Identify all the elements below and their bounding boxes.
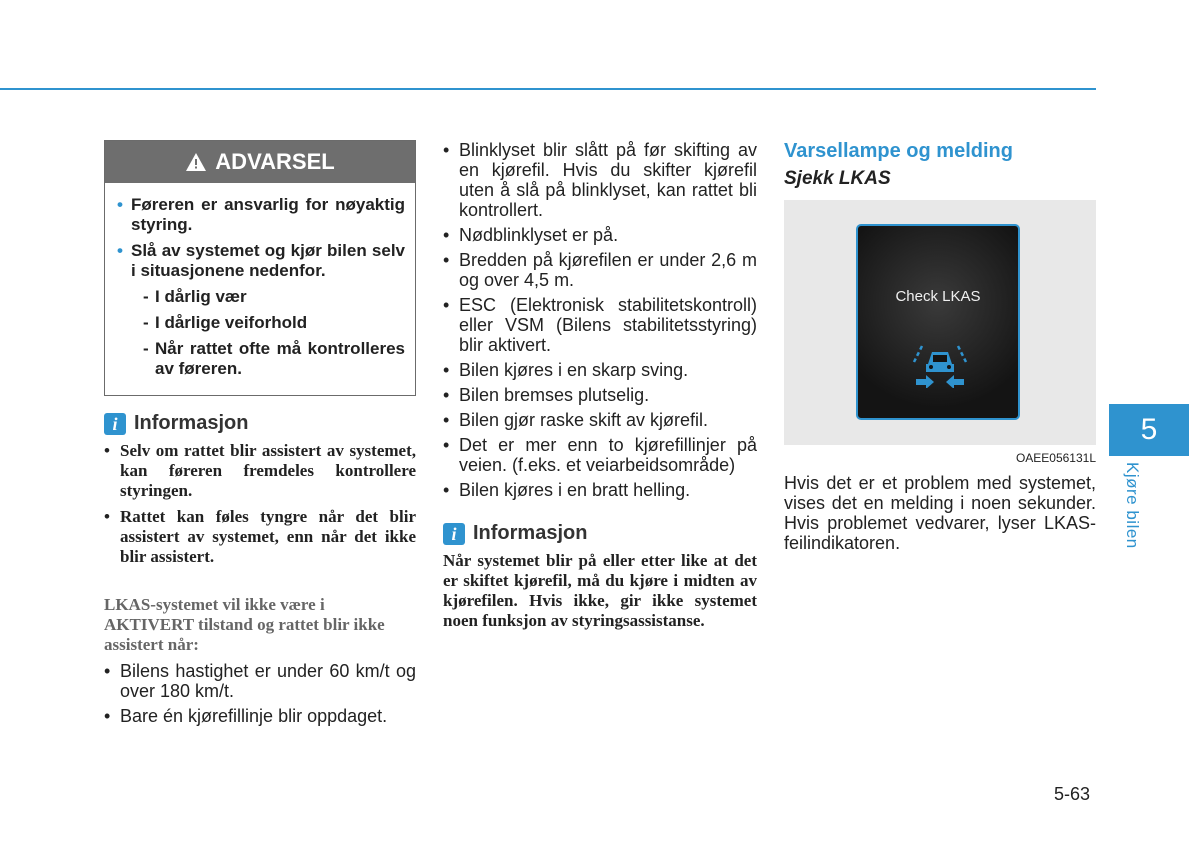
list-item: • Bilens hastighet er under 60 km/t og over 180 km/t. bbox=[104, 661, 416, 701]
list-item: • Bredden på kjørefilen er under 2,6 m og over 4,5 m. bbox=[443, 250, 757, 290]
chapter-tab: 5 bbox=[1109, 404, 1189, 456]
warning-dash-item: - I dårlig vær bbox=[143, 287, 247, 306]
column-left bbox=[104, 140, 416, 731]
warning-dash-item: - Når rattet ofte må kontrolleres av føreren. bbox=[143, 339, 405, 378]
list-item: • Bilen gjør raske skift av kjørefil. bbox=[443, 410, 757, 430]
info-title: Informasjon bbox=[473, 522, 588, 544]
list-item: • ESC (Elektronisk stabilitetskontroll) eller VSM (Bilens stabilitetsstyring) blir aktivert. bbox=[443, 295, 757, 355]
list-item: • Nødblinklyset er på. bbox=[443, 225, 757, 245]
info-icon: i bbox=[443, 523, 465, 545]
section-heading: Varsellampe og melding bbox=[784, 140, 1013, 162]
top-rule bbox=[0, 88, 1096, 90]
section-paragraph: Hvis det er et problem med systemet, vises det en melding i noen sekunder. Hvis problemet vedvarer, lyser LKAS-feilindikatoren. bbox=[784, 473, 1096, 553]
cluster-screen bbox=[856, 224, 1020, 420]
warning-dash-text: I dårlig vær bbox=[155, 287, 247, 306]
conditions-list bbox=[443, 140, 757, 500]
list-item: • Bilen kjøres i en bratt helling. bbox=[443, 480, 757, 500]
column-middle bbox=[443, 140, 757, 631]
page-number: 5-63 bbox=[1054, 784, 1091, 804]
lkas-inactive-heading: LKAS-systemet vil ikke være i AKTIVERT tilstand og rattet blir ikke assistert når: bbox=[104, 595, 385, 654]
section-subheading: Sjekk LKAS bbox=[784, 168, 891, 189]
list-item: • Bare én kjørefillinje blir oppdaget. bbox=[104, 706, 416, 726]
info-text: Når systemet blir på eller etter like at det er skiftet kjørefil, må du kjøre i midten av kjørefilen. Hvis ikke, gir ikke systemet noen funksjon av styringsassistanse. bbox=[443, 551, 757, 630]
lkas-warning-icon bbox=[912, 344, 968, 388]
info-icon: i bbox=[104, 413, 126, 435]
list-item: • Bilen kjøres i en skarp sving. bbox=[443, 360, 757, 380]
list-item: • Blinklyset blir slått på før skifting av en kjørefil. Hvis du skifter kjørefil uten å slå på blinklyset, kan rattet bli kontrollert. bbox=[443, 140, 757, 220]
screen-label: Check LKAS bbox=[895, 288, 981, 305]
warning-triangle-icon bbox=[185, 152, 207, 172]
warning-dash-text: Når rattet ofte må kontrolleres av føreren. bbox=[155, 339, 405, 378]
warning-title: ADVARSEL bbox=[215, 149, 335, 174]
info-heading bbox=[443, 522, 757, 545]
figure-code: OAEE056131L bbox=[1015, 451, 1096, 465]
info-heading bbox=[104, 412, 416, 435]
warning-bullet: • Føreren er ansvarlig for nøyaktig styring. bbox=[117, 195, 405, 235]
info-list bbox=[104, 441, 416, 567]
warning-dash-item: - I dårlige veiforhold bbox=[143, 313, 308, 332]
warning-body bbox=[105, 183, 415, 395]
lkas-inactive-list bbox=[104, 661, 416, 726]
chapter-label: Kjøre bilen bbox=[1123, 462, 1142, 549]
list-item: • Bilen bremses plutselig. bbox=[443, 385, 757, 405]
warning-dash-text: I dårlige veiforhold bbox=[155, 313, 308, 332]
warning-bullet: • Slå av systemet og kjør bilen selv i situasjonene nedenfor. bbox=[117, 241, 405, 281]
info-item: • Rattet kan føles tyngre når det blir assistert av systemet, enn når det ikke blir assistert. bbox=[104, 507, 416, 567]
info-title: Informasjon bbox=[134, 412, 249, 434]
warning-box bbox=[104, 140, 416, 396]
cluster-figure bbox=[784, 200, 1096, 445]
column-right bbox=[784, 140, 1096, 553]
list-item: • Det er mer enn to kjørefillinjer på veien. (f.eks. et veiarbeidsområde) bbox=[443, 435, 757, 475]
info-item: • Selv om rattet blir assistert av systemet, kan føreren fremdeles kontrollere styringen. bbox=[104, 441, 416, 501]
warning-header bbox=[105, 141, 415, 183]
